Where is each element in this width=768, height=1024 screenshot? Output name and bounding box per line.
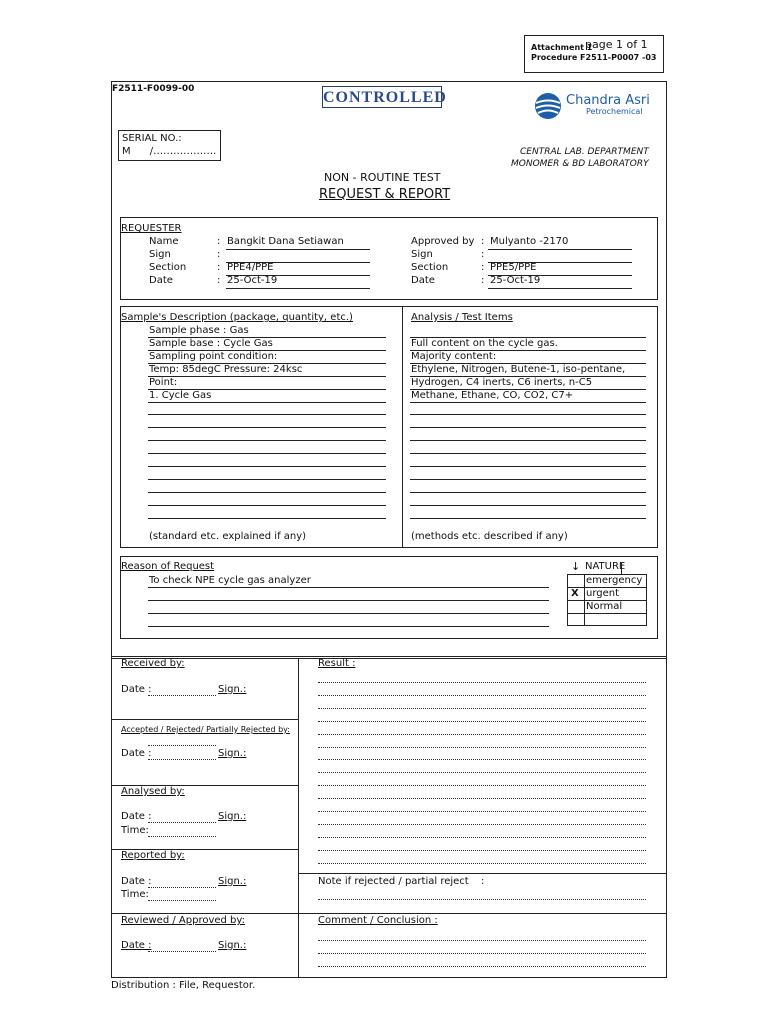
result-field[interactable] — [318, 734, 646, 735]
underline — [410, 518, 646, 519]
date-field[interactable] — [148, 745, 216, 746]
underline — [410, 492, 646, 493]
requester-section-label: Section — [149, 262, 187, 273]
accepted-heading: Accepted / Rejected/ Partially Rejected by: — [121, 725, 290, 734]
requester-name-value: Bangkit Dana Setiawan — [227, 236, 344, 247]
underline — [410, 402, 646, 403]
colon: : — [217, 275, 221, 286]
result-field[interactable] — [318, 708, 646, 709]
colon: : — [481, 236, 485, 247]
date-field[interactable] — [148, 759, 216, 760]
attachment-page: page 1 of 1 — [585, 38, 648, 51]
analysed-time-label: Time: — [121, 825, 149, 836]
underline — [226, 288, 370, 289]
note-field[interactable] — [318, 899, 646, 900]
requester-heading: REQUESTER — [121, 223, 182, 234]
requester-section-value: PPE4/PPE — [227, 262, 274, 273]
reported-heading: Reported by: — [121, 850, 185, 861]
chandra-asri-logo-icon — [534, 92, 562, 120]
reason-heading: Reason of Request — [121, 561, 215, 572]
comment-label: Comment / Conclusion : — [318, 915, 438, 926]
approver-date-label: Date — [411, 275, 435, 286]
reviewed-date-label: Date : — [121, 940, 152, 951]
nature-option-label: Normal — [586, 601, 623, 612]
reported-sign-label: Sign.: — [218, 876, 247, 887]
reviewed-heading: Reviewed / Approved by: — [121, 915, 245, 926]
reviewed-sign-label: Sign.: — [218, 940, 247, 951]
underline — [148, 402, 386, 403]
date-field[interactable] — [148, 822, 216, 823]
section-divider — [111, 656, 667, 657]
underline — [148, 440, 386, 441]
nature-row-line — [567, 613, 647, 614]
nature-option-label: urgent — [586, 588, 620, 599]
distribution-note: Distribution : File, Requestor. — [111, 980, 256, 991]
note-colon: : — [481, 876, 485, 887]
result-field[interactable] — [318, 798, 646, 799]
row-divider — [298, 873, 667, 874]
underline — [410, 479, 646, 480]
approver-name-value: Mulyanto -2170 — [490, 236, 569, 247]
underline — [148, 414, 386, 415]
analysis-line: Hydrogen, C4 inerts, C6 inerts, n-C5 — [411, 376, 593, 388]
result-field[interactable] — [318, 837, 646, 838]
underline — [148, 505, 386, 506]
comment-field[interactable] — [318, 966, 646, 967]
analysis-line: Ethylene, Nitrogen, Butene-1, iso-pentane, — [411, 363, 626, 375]
underline — [148, 587, 549, 588]
result-field[interactable] — [318, 695, 646, 696]
result-field[interactable] — [318, 747, 646, 748]
underline — [410, 414, 646, 415]
approver-section-value: PPE5/PPE — [490, 262, 537, 273]
result-field[interactable] — [318, 863, 646, 864]
underline — [488, 288, 632, 289]
requester-sign-label: Sign — [149, 249, 171, 260]
received-heading: Received by: — [121, 658, 185, 669]
result-label: Result : — [318, 658, 356, 669]
requester-date-label: Date — [149, 275, 173, 286]
received-date-label: Date : — [121, 684, 152, 695]
reported-date-label: Date : — [121, 876, 152, 887]
approver-sign-label: Sign — [411, 249, 433, 260]
section-divider — [111, 658, 667, 659]
sample-line: Sampling point condition: — [149, 350, 278, 362]
nature-label: NATURE — [585, 561, 626, 572]
colon: : — [481, 262, 485, 273]
reason-text: To check NPE cycle gas analyzer — [149, 575, 311, 586]
result-field[interactable] — [318, 721, 646, 722]
department-line2: MONOMER & BD LABORATORY — [511, 159, 649, 169]
date-field[interactable] — [148, 887, 216, 888]
sample-line: Point: — [149, 376, 178, 388]
result-field[interactable] — [318, 759, 646, 760]
requester-date-value: 25-Oct-19 — [227, 275, 278, 286]
colon: : — [217, 249, 221, 260]
row-divider — [111, 913, 667, 914]
arrow-down-icon: ↓ — [571, 560, 581, 573]
comment-field[interactable] — [318, 953, 646, 954]
analysed-sign-label: Sign.: — [218, 811, 247, 822]
department-line1: CENTRAL LAB. DEPARTMENT — [520, 147, 649, 157]
underline — [148, 376, 386, 377]
result-field[interactable] — [318, 682, 646, 683]
underline — [148, 466, 386, 467]
result-field[interactable] — [318, 850, 646, 851]
serial-label: SERIAL NO.: — [122, 133, 182, 144]
sample-line: Sample base : Cycle Gas — [149, 337, 273, 349]
colon: : — [481, 249, 485, 260]
underline — [410, 466, 646, 467]
underline — [148, 626, 549, 627]
underline — [226, 249, 370, 250]
approver-label: Approved by — [411, 236, 475, 247]
title-line1: NON - ROUTINE TEST — [324, 171, 441, 184]
underline — [410, 440, 646, 441]
row-divider — [111, 719, 298, 720]
sample-line: Sample phase : Gas — [149, 325, 249, 336]
nature-option-label: emergency — [586, 575, 643, 586]
colon: : — [217, 236, 221, 247]
analysis-line: Majority content: — [411, 350, 497, 362]
analysed-date-label: Date : — [121, 811, 152, 822]
sample-line: Temp: 85degC Pressure: 24ksc — [149, 363, 303, 375]
title-line2: REQUEST & REPORT — [319, 187, 451, 202]
underline — [148, 613, 549, 614]
underline — [410, 505, 646, 506]
date-field[interactable] — [148, 695, 216, 696]
underline — [148, 479, 386, 480]
approver-section-label: Section — [411, 262, 449, 273]
result-field[interactable] — [318, 811, 646, 812]
chandra-asri-sub: Petrochemical — [586, 107, 643, 116]
sample-footer: (standard etc. explained if any) — [149, 531, 307, 542]
sample-line: 1. Cycle Gas — [149, 389, 212, 401]
analysis-line: Full content on the cycle gas. — [411, 337, 558, 349]
result-field[interactable] — [318, 824, 646, 825]
serial-value: M /………………. — [122, 146, 217, 157]
time-field[interactable] — [148, 900, 216, 901]
analysis-line: Methane, Ethane, CO, CO2, C7+ — [411, 389, 574, 401]
analysed-heading: Analysed by: — [121, 786, 185, 797]
underline — [488, 249, 632, 250]
underline — [410, 453, 646, 454]
column-divider — [298, 658, 299, 978]
received-sign-label: Sign.: — [218, 684, 247, 695]
date-field[interactable] — [148, 951, 216, 952]
note-label: Note if rejected / partial reject — [318, 876, 469, 887]
result-field[interactable] — [318, 785, 646, 786]
comment-field[interactable] — [318, 940, 646, 941]
controlled-logo-text: CONTROLLED — [323, 89, 447, 106]
nature-mark: X — [571, 588, 579, 599]
underline — [410, 427, 646, 428]
underline — [148, 453, 386, 454]
analysis-footer: (methods etc. described if any) — [411, 531, 568, 542]
requester-name-label: Name — [149, 236, 179, 247]
chandra-asri-name: Chandra Asri — [566, 93, 650, 108]
procedure-number: Procedure F2511-P0007 -03 — [531, 53, 657, 62]
sample-heading: Sample's Description (package, quantity, etc.) — [121, 312, 353, 323]
reported-time-label: Time: — [121, 889, 149, 900]
form-number: F2511-F0099-00 — [112, 84, 195, 94]
colon: : — [217, 262, 221, 273]
accepted-date-label: Date : — [121, 748, 152, 759]
underline — [148, 600, 549, 601]
time-field[interactable] — [148, 836, 216, 837]
result-field[interactable] — [318, 772, 646, 773]
approver-date-value: 25-Oct-19 — [490, 275, 541, 286]
underline — [148, 427, 386, 428]
analysis-heading: Analysis / Test Items — [411, 312, 513, 323]
underline — [148, 518, 386, 519]
accepted-sign-label: Sign.: — [218, 748, 247, 759]
attachment-prefix: Attachment 1 — [531, 43, 593, 52]
underline — [148, 492, 386, 493]
controlled-logo — [322, 86, 447, 108]
colon: : — [481, 275, 485, 286]
